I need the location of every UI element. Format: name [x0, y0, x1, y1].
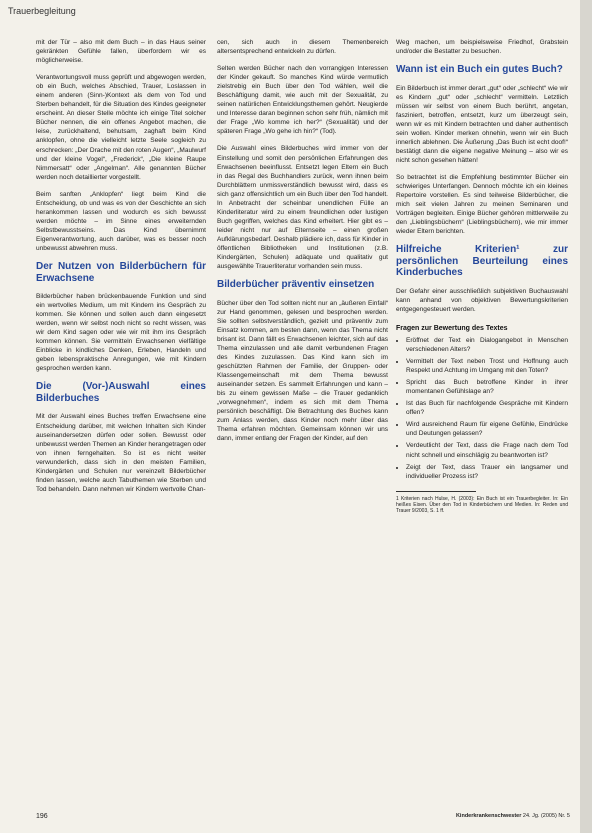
column-2: [217, 38, 388, 451]
heading-kriterien: Hilfreiche Kriterien¹ zur persönlichen Beurteilung eines Kinderbuches: [396, 244, 568, 279]
paragraph: Beim sanften „Anklopfen“ liegt beim Kind die Entscheidung, ob und was es von der Geschichte an sich herankommen lassen und wodurch es sich bewusst werden möchte – im Sinne eines erweiternden Selbstbewusstseins. Das Kind übernimmt Eigenverantwortung, auch darüber, was es besser noch unbewusst abwehren muss.: [36, 190, 206, 252]
criteria-list: [396, 336, 568, 481]
footnote: 1 Kriterien nach Hulse, H. (2003): Ein Buch ist ein Trauerbegleiter. In: Ein heißes Eisen. Über den Tod in Kinderbüchern und Medien. In: Reden und Trauer 9/2003, S. 1 ff.: [396, 495, 568, 515]
heading-nutzen: Der Nutzen von Bilderbüchern für Erwachsene: [36, 261, 206, 284]
list-item: • Wird ausreichend Raum für eigene Gefühle, Eindrücke und Deutungen gelassen?: [406, 420, 568, 438]
page-number: 196: [36, 813, 48, 820]
column-1: [36, 38, 206, 502]
paragraph: Weg machen, um beispielsweise Friedhof, Grabstein und/oder die Bestatter zu besuchen.: [396, 39, 568, 56]
paragraph: Verantwortungsvoll muss geprüft und abgewogen werden, ob ein Buch, welches Abschied, Trauer, Loslassen in einem anderen (Sinn-)Kontext als dem von Tod und Sterben behandelt, für die Situation des Kindes geeigneter erscheint. An dieser Stelle möchte ich einige Titel solcher Bücher nennen, die ein offenes Angebot machen, die leise, zurückhaltend, behutsam, zaghaft beim Kind anklopfen, ohne die vielleicht letzte Seele sogleich zu erschrecken: „Der Drache mit den roten Augen“, „Maulwurf und der kleine Vogel“, „Frederick“, „Die kleine Raupe Nimmersatt“ oder „Angelman“. Alle genannten Bücher werden noch detaillierter vorgestellt.: [36, 74, 206, 181]
paragraph: Der Gefahr einer ausschließlich subjektiven Buchauswahl kann anhand von objektiven Bewertungskriterien entgegengesteuert werden.: [396, 287, 568, 313]
paragraph: Bücher über den Tod sollten nicht nur an „äußeren Einfall“ zur Hand genommen, gelesen und besprochen werden. Sie sollten selbstverständlich, gezielt und präventiv zum Einsatz kommen, am besten dann, wenn das Thema nicht brisant ist. Dann fällt es Erwachsenen leichter, sich auf das Thema einzulassen und alle damit verbundenen Fragen des Kindes zuzulassen. Das Kind kann sich im geschützten Rahmen der Familie, der Gruppen- oder Klassengemeinschaft mit dem Thema bewusst auseinander setzen. Es sammelt Erfahrungen und kann – bis zu einem gewissen Maße – die Trauer gedanklich „vorwegnehmen“, indem es sich mit dem Thema persönlich beschäftigt. Die Betrachtung des Buches kann zum Anlass werden, dass Kinder noch mehr über das Thema erfahren möchten. Gemeinsam können wir uns dann, immer entlang der Fragen der Kinder, auf den: [217, 299, 388, 443]
list-item: • Verdeutlicht der Text, dass die Frage nach dem Tod nicht schnell und einschlägig zu beantworten ist?: [406, 441, 568, 459]
list-item: • Spricht das Buch betroffene Kinder in ihrer momentanen Gefühlslage an?: [406, 378, 568, 396]
section-header: Trauerbegleitung: [8, 6, 76, 16]
paragraph: Bilderbücher haben brückenbauende Funktion und sind ein wertvolles Medium, um mit Kindern ins Gespräch zu kommen. Sie können und sollen auch dann eingesetzt werden, wenn wir selbst noch nicht so recht wissen, was wir dem Kind sagen oder wie wir mit ihm ins Gespräch kommen können. Sie vermitteln Erwachsenen vielfältige Einblicke in kindliches Denken, Erleben, Handeln und geben lebenspraktische Anregungen, wie mit Kindern gesprochen werden kann.: [36, 293, 206, 373]
paragraph: So betrachtet ist die Empfehlung bestimmter Bücher ein schwieriges Unterfangen. Dennoch möchte ich ein kleines Repertoire vorstellen. Es sind teilweise Bilderbücher, die mich seit vielen Jahren zu meinen Seminaren und Vorträgen begleiten. Einige Bücher gehören mittlerweile zu den „Lieblingsbüchern“ (Lieblingsbüchern), wie mir immer wieder Eltern berichten.: [396, 174, 568, 236]
list-item: • Vermittelt der Text neben Trost und Hoffnung auch Respekt und Achtung im Umgang mit den Toten?: [406, 357, 568, 375]
paragraph: Selten werden Bücher nach den vorrangigen Interessen der Kinder gekauft. So manches Kind würde vermutlich zielstrebig ein Buch über den Tod wählen, weil die Beschäftigung damit, wie auch mit der Sexualität, zu seinen natürlichen Entwicklungsthemen gehört. Neugierde und Interesse daran beginnen schon sehr früh, nämlich mit der Frage „Wo komme ich her?“ (Sexualität) und der späteren Frage „Wo gehe ich hin?“ (Tod).: [217, 65, 388, 136]
journal-name: Kinderkrankenschwester: [455, 813, 522, 819]
heading-gutes-buch: Wann ist ein Buch ein gutes Buch?: [396, 64, 563, 76]
list-item: • Eröffnet der Text ein Dialogangebot in Menschen verschiedenen Alters?: [406, 336, 568, 354]
paragraph: Die Auswahl eines Bilderbuches wird immer von der Einstellung und somit den persönlichen Erfahrungen des Erwachsenen beeinflusst. Entsetzt legen Eltern ein Buch in das Regal des Buchhandlers zurück, wenn ihnen beim Durchblättern unmissverständlich bewusst wird, dass es sich ganz offensichtlich um ein Buch über den Tod handelt. In Anbetracht der scheinbar unendlichen Fülle an Kinderliteratur wird zu einem freundlichen oder lustigen Buch gegriffen, welches das Kind erheitert. Hier gibt es – leider nicht nur auf Elternseite – einen großen Aufklärungsbedarf. Deshalb plädiere ich, dass für Kinder in öffentlichen Bibliotheken und Institutionen (z.B. Kindergärten, Schulen) adäquate und qualitativ gut ausgewählte Trauerliteratur vorhanden sein muss.: [217, 145, 388, 271]
list-item: • Zeigt der Text, dass Trauer ein langsamer und individueller Prozess ist?: [406, 463, 568, 481]
paragraph: cen, sich auch in diesem Themenbereich altersentsprechend entwickeln zu dürfen.: [217, 39, 388, 56]
paragraph: mit der Tür – also mit dem Buch – in das Haus seiner gekränkten Gefühle fallen, überfordern wir es möglicherweise.: [36, 39, 206, 65]
column-3: [396, 38, 568, 514]
journal-issue: 24. Jg. (2005) Nr. 5: [522, 813, 570, 819]
list-item: • Ist das Buch für nachfolgende Gespräche mit Kindern offen?: [406, 399, 568, 417]
journal-footer: [456, 813, 570, 819]
page-edge-strip: [580, 0, 592, 833]
subheading-bewertung: Fragen zur Bewertung des Textes: [396, 324, 508, 332]
footnote-divider: [396, 491, 476, 492]
heading-praeventiv: Bilderbücher präventiv einsetzen: [217, 279, 375, 291]
heading-vorauswahl: Die (Vor-)Auswahl eines Bilderbuches: [36, 381, 206, 404]
paragraph: Ein Bilderbuch ist immer derart „gut“ oder „schlecht“ wie wir es Kindern „gut“ oder „schlecht“ vermitteln. Letztlich müssen wir selbst von einem Buch berührt, angetan, fasziniert, betroffen, entsetzt, kurz um überzeugt sein, wenn wir es mit Kindern betrachten und daher authentisch sein wollen. Kinder merken ohnehin, wenn wir ein Buch innerlich ablehnen. Die Äußerung „Das Buch ist echt doof!“ bestätigt dann die eigene negative Meinung – also wir es nicht schon gesehen hätten!: [396, 84, 568, 164]
paragraph: Mit der Auswahl eines Buches treffen Erwachsene eine Entscheidung darüber, mit welchen Inhalten sich Kinder auseinandersetzen dürfen oder sollen. Bewusst oder unbewusst werden Themen an Kinder herangetragen oder von ihnen ferngehalten. So ist es nicht weiter verwunderlich, dass sich in den meisten Familien, Kindergärten und Schulen nur vereinzelt Bilderbücher finden lassen, welche auch Tabuthemen wie Sterben und Tod behandeln. Dann nehmen wir Kindern wertvolle Chan-: [36, 413, 206, 493]
